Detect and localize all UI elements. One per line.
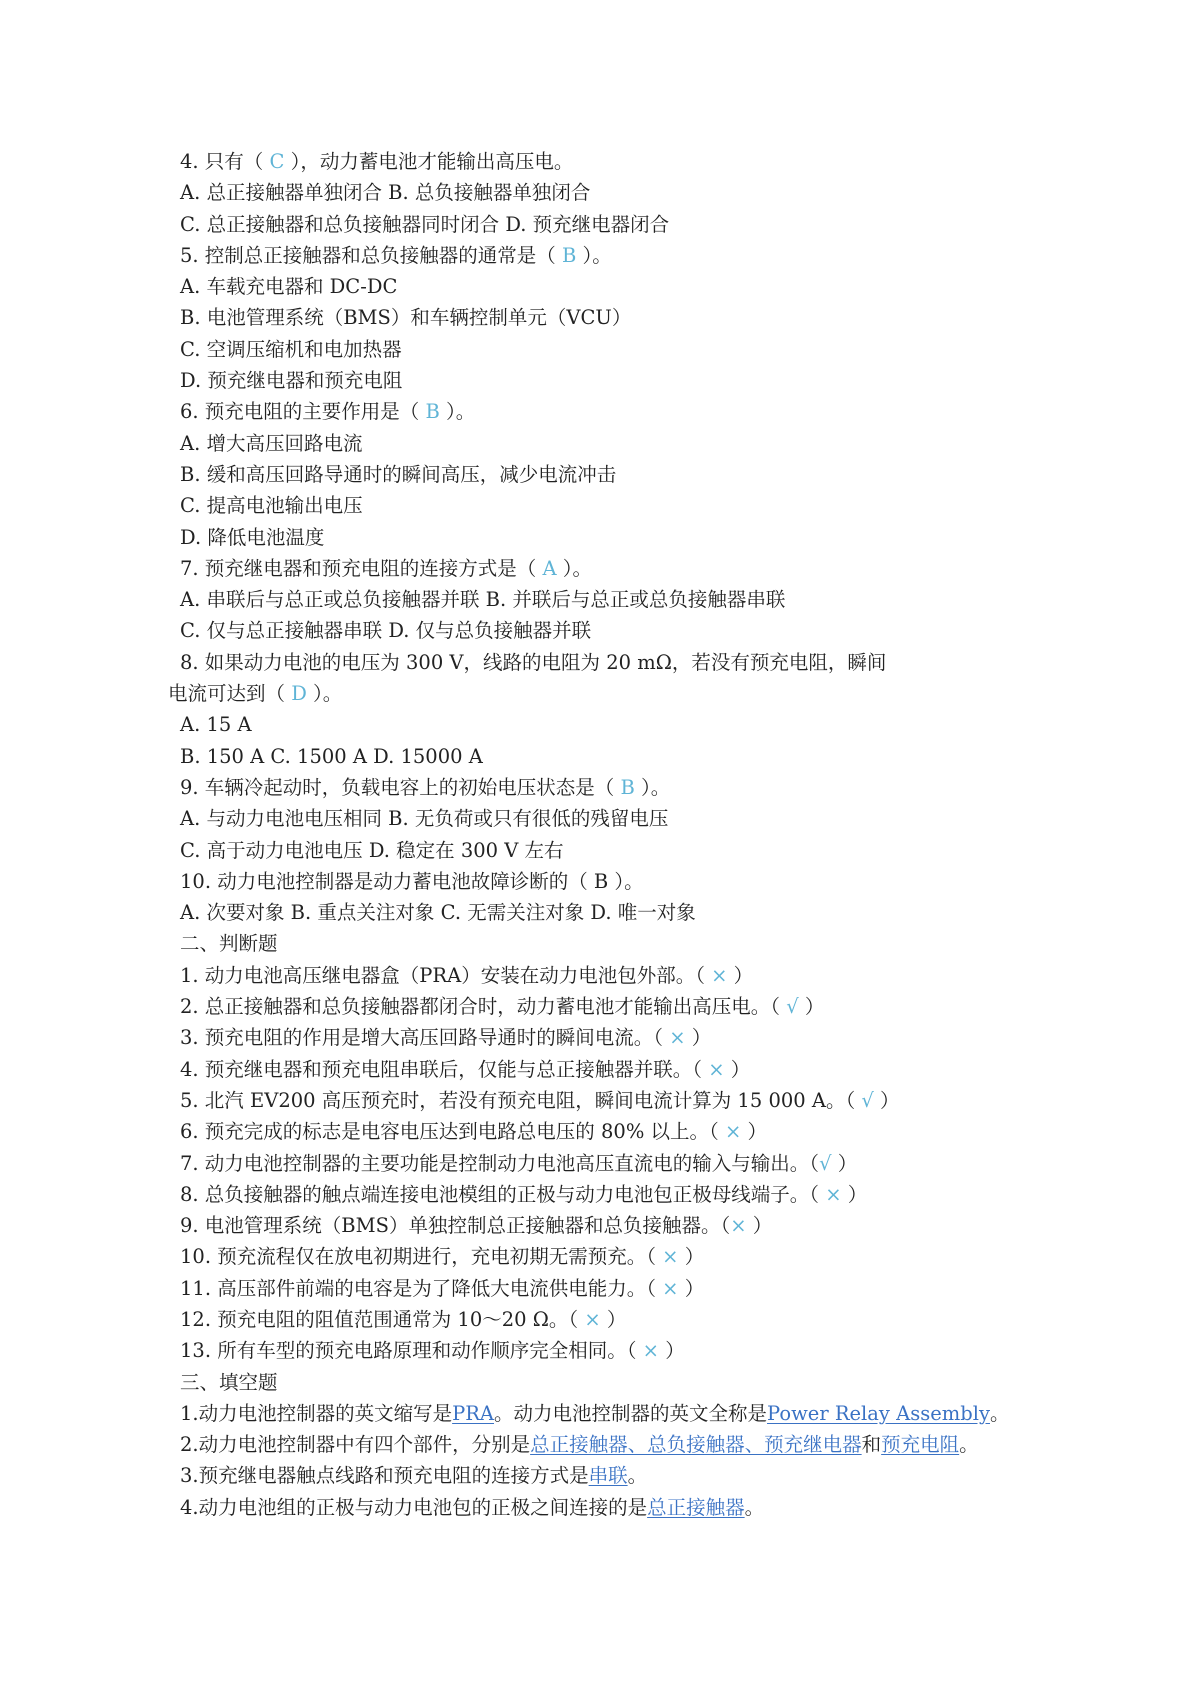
question-line: C. 总正接触器和总负接触器同时闭合 D. 预充继电器闭合 — [180, 212, 670, 236]
question-text: ）。 — [556, 556, 593, 580]
question-line: A. 与动力电池电压相同 B. 无负荷或只有很低的残留电压 — [180, 807, 669, 831]
question-line — [180, 146, 1080, 177]
answer-mark: × — [584, 1307, 601, 1331]
judgement-line — [180, 1116, 1080, 1147]
answer-mark: × — [642, 1339, 660, 1363]
fill-text: 。 — [990, 1401, 1010, 1425]
statement-text: 10. 预充流程仅在放电初期进行，充电初期无需预充。（ — [180, 1245, 663, 1269]
judgement-line — [180, 1054, 1080, 1085]
statement-text: 1. 动力电池高压继电器盒（PRA）安装在动力电池包外部。（ — [180, 963, 712, 987]
question-line: A. 串联后与总正或总负接触器并联 B. 并联后与总正或总负接触器串联 — [180, 588, 786, 612]
question-line: B. 150 A C. 1500 A D. 15000 A — [180, 744, 483, 768]
document-page — [168, 146, 1080, 1523]
statement-text: 8. 总负接触器的触点端连接电池模组的正极与动力电池包正极母线端子。（ — [180, 1182, 826, 1206]
fill-text: 2.动力电池控制器中有四个部件，分别是 — [180, 1433, 531, 1457]
question-line: B. 电池管理系统（BMS）和车辆控制单元（VCU） — [180, 306, 632, 330]
answer-letter: B — [620, 775, 635, 799]
answer-letter: B — [562, 243, 577, 267]
true-false-section — [180, 960, 1080, 1367]
statement-text: 2. 总正接触器和总负接触器都闭合时，动力蓄电池才能输出高压电。（ — [180, 995, 787, 1019]
answer-letter: C — [269, 150, 285, 173]
judgement-line — [180, 1148, 1080, 1179]
statement-text: ） — [798, 995, 825, 1019]
question-line — [180, 240, 1080, 271]
statement-text: 9. 电池管理系统（BMS）单独控制总正接触器和总负接触器。（ — [180, 1214, 731, 1238]
question-text: ）。 — [634, 775, 671, 799]
question-line — [168, 678, 1080, 709]
question-text: ），动力蓄电池才能输出高压电。 — [284, 150, 574, 173]
judgement-line — [180, 1304, 1080, 1335]
statement-text: 5. 北汽 EV200 高压预充时，若没有预充电阻，瞬间电流计算为 15 000 A。（ — [180, 1088, 862, 1112]
answer-mark: × — [708, 1057, 725, 1081]
question-text: 4. 只有（ — [180, 150, 270, 173]
question-line — [180, 772, 1080, 803]
statement-text: ） — [831, 1151, 858, 1175]
judgement-line — [180, 1179, 1080, 1210]
filled-blank-answer: 总正接触器、总负接触器、预充继电器 — [530, 1433, 862, 1457]
answer-mark: √ — [786, 995, 799, 1019]
question-line: A. 15 A — [180, 713, 252, 737]
question-line: A. 总正接触器单独闭合 B. 总负接触器单独闭合 — [180, 181, 591, 205]
fill-text: 。 — [627, 1464, 648, 1488]
statement-text: ） — [600, 1307, 627, 1331]
statement-text: ） — [841, 1182, 868, 1206]
filled-blank-answer: 串联 — [588, 1464, 628, 1488]
question-line: C. 空调压缩机和电加热器 — [180, 337, 402, 361]
question-text: 5. 控制总正接触器和总负接触器的通常是（ — [180, 243, 563, 267]
fill-text: 4.动力电池组的正极与动力电池包的正极之间连接的是 — [180, 1495, 648, 1519]
answer-mark: × — [825, 1182, 842, 1206]
fill-blank-line — [180, 1398, 1080, 1429]
statement-text: ） — [727, 963, 754, 987]
answer-mark: × — [725, 1120, 742, 1144]
judgement-line — [180, 1273, 1080, 1304]
fill-blank-line — [180, 1460, 1080, 1491]
judgement-line — [180, 1085, 1080, 1116]
fill-text: 。动力电池控制器的英文全称是 — [494, 1401, 768, 1425]
judgement-line — [180, 1022, 1080, 1053]
fill-text: 1.动力电池控制器的英文缩写是 — [180, 1401, 453, 1425]
question-text: ）。 — [306, 682, 343, 706]
statement-text: 4. 预充继电器和预充电阻串联后，仅能与总正接触器并联。（ — [180, 1057, 709, 1081]
question-line — [180, 396, 1080, 427]
question-text: ）。 — [439, 400, 476, 424]
answer-mark: √ — [861, 1088, 874, 1112]
question-text: ）。 — [576, 243, 612, 267]
answer-mark: × — [662, 1245, 679, 1269]
statement-text: 3. 预充电阻的作用是增大高压回路导通时的瞬间电流。（ — [180, 1026, 670, 1050]
answer-mark: × — [730, 1214, 747, 1238]
judgement-line — [180, 1241, 1080, 1272]
statement-text: 12. 预充电阻的阻值范围通常为 10～20 Ω。（ — [180, 1307, 585, 1331]
statement-text: ） — [659, 1339, 685, 1363]
answer-letter: B — [425, 400, 440, 424]
question-text: 电流可达到（ — [168, 682, 292, 706]
question-line: D. 降低电池温度 — [180, 525, 325, 549]
answer-mark: × — [669, 1026, 686, 1050]
answer-mark: × — [662, 1276, 679, 1300]
statement-text: ） — [678, 1276, 705, 1300]
statement-text: 7. 动力电池控制器的主要功能是控制动力电池高压直流电的输入与输出。（ — [180, 1151, 820, 1175]
answer-mark: √ — [819, 1151, 832, 1175]
question-line: A. 车载充电器和 DC-DC — [180, 275, 398, 299]
fill-blank-line — [180, 1429, 1080, 1460]
question-text: 7. 预充继电器和预充电阻的连接方式是（ — [180, 556, 543, 580]
filled-blank-answer: Power Relay Assembly — [767, 1401, 990, 1425]
fill-blank-section — [180, 1398, 1080, 1523]
statement-text: 13. 所有车型的预充电路原理和动作顺序完全相同。（ — [180, 1339, 643, 1363]
answer-letter: D — [291, 682, 307, 706]
fill-text: 和 — [861, 1433, 882, 1457]
question-line: 8. 如果动力电池的电压为 300 V，线路的电阻为 20 mΩ，若没有预充电阻，瞬间 — [180, 650, 887, 674]
judgement-line — [180, 1335, 1080, 1366]
question-line: A. 次要对象 B. 重点关注对象 C. 无需关注对象 D. 唯一对象 — [180, 901, 696, 925]
question-line: D. 预充继电器和预充电阻 — [180, 369, 403, 393]
statement-text: ） — [685, 1026, 712, 1050]
statement-text: ） — [741, 1120, 768, 1144]
question-text: 6. 预充电阻的主要作用是（ — [180, 400, 426, 424]
filled-blank-answer: PRA — [452, 1401, 494, 1425]
statement-text: ） — [678, 1245, 705, 1269]
fill-blank-line — [180, 1492, 1080, 1523]
multiple-choice-section — [168, 146, 1080, 928]
filled-blank-answer: 预充电阻 — [881, 1433, 960, 1457]
answer-mark: × — [711, 963, 728, 987]
question-line: C. 仅与总正接触器串联 D. 仅与总负接触器并联 — [180, 619, 592, 643]
filled-blank-answer: 总正接触器 — [647, 1495, 745, 1519]
statement-text: ） — [873, 1088, 900, 1112]
question-line: A. 增大高压回路电流 — [180, 431, 363, 455]
judgement-line — [180, 960, 1080, 991]
question-line: C. 提高电池输出电压 — [180, 494, 363, 518]
question-text: 9. 车辆冷起动时，负载电容上的初始电压状态是（ — [180, 775, 621, 799]
statement-text: ） — [724, 1057, 751, 1081]
statement-text: ） — [746, 1214, 773, 1238]
judgement-line — [180, 1210, 1080, 1241]
question-line: B. 缓和高压回路导通时的瞬间高压，减少电流冲击 — [180, 462, 617, 486]
question-line: 10. 动力电池控制器是动力蓄电池故障诊断的（ B ）。 — [180, 869, 644, 893]
section-heading-fill-blank: 三、填空题 — [180, 1370, 278, 1394]
fill-text: 。 — [744, 1495, 765, 1519]
answer-letter: A — [542, 556, 557, 580]
question-line — [180, 553, 1080, 584]
fill-text: 。 — [959, 1433, 979, 1457]
fill-text: 3.预充继电器触点线路和预充电阻的连接方式是 — [180, 1464, 589, 1488]
judgement-line — [180, 991, 1080, 1022]
section-heading-true-false: 二、判断题 — [180, 932, 278, 956]
statement-text: 6. 预充完成的标志是电容电压达到电路总电压的 80% 以上。（ — [180, 1120, 725, 1144]
question-line: C. 高于动力电池电压 D. 稳定在 300 V 左右 — [180, 838, 564, 862]
statement-text: 11. 高压部件前端的电容是为了降低大电流供电能力。（ — [180, 1276, 663, 1300]
